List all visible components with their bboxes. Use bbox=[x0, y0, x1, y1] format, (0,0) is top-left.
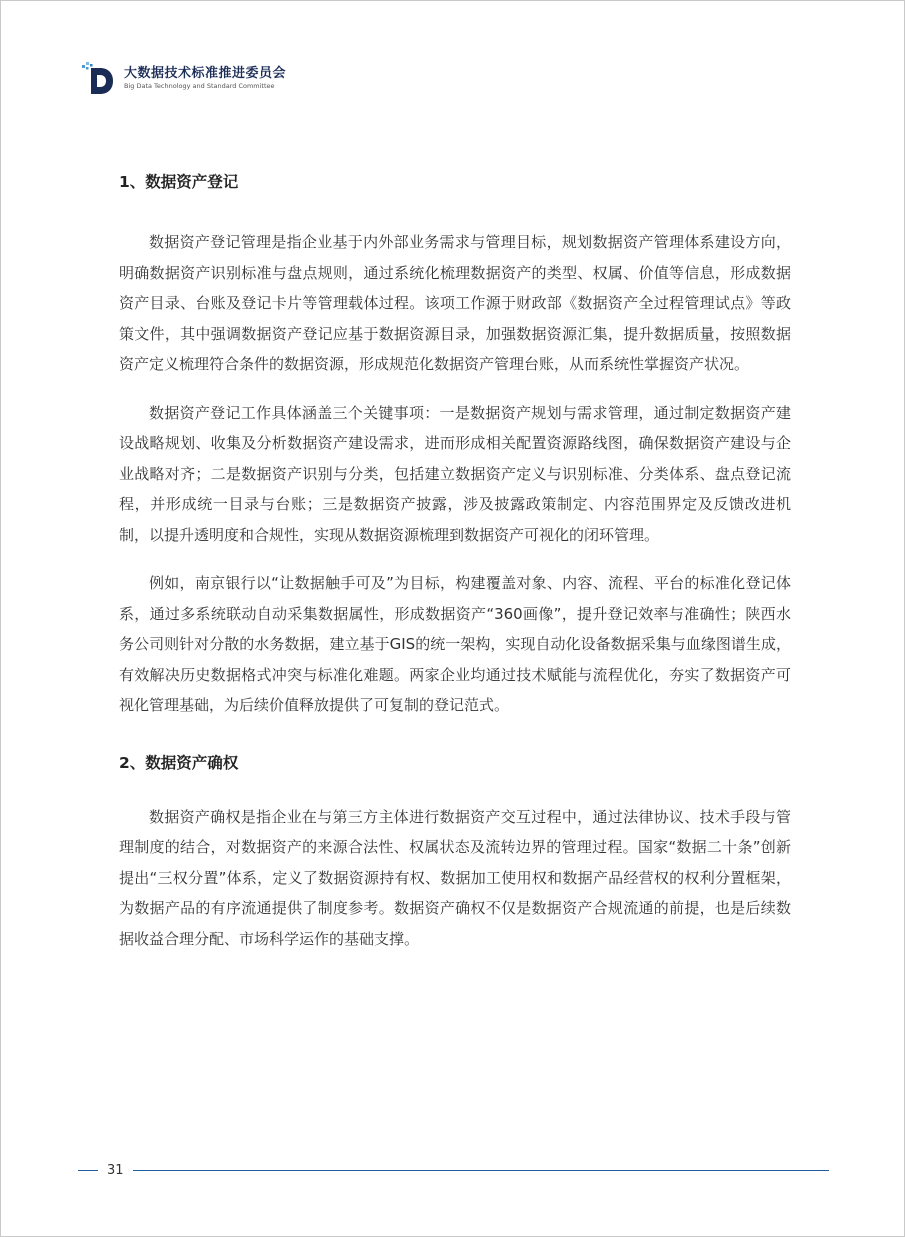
page-footer bbox=[78, 1159, 829, 1181]
organization-name bbox=[124, 66, 286, 91]
footer-rule-right bbox=[133, 1170, 829, 1171]
section-asset-rights bbox=[119, 751, 791, 955]
paragraph: 数据资产登记管理是指企业基于内外部业务需求与管理目标，规划数据资产管理体系建设方向，明确数据资产识别标准与盘点规则，通过系统化梳理数据资产的类型、权属、价值等信息，形成数据资产目录、台账及登记卡片等管理载体过程。该项工作源于财政部《数据资产全过程管理试点》等政策文件，其中强调数据资产登记应基于数据资源目录，加强数据资源汇集，提升数据质量，按照数据资产定义梳理符合条件的数据资源，形成规范化数据资产管理台账，从而系统性掌握资产状况。 bbox=[119, 233, 791, 373]
page-header bbox=[80, 60, 286, 96]
section-asset-registration bbox=[119, 170, 791, 721]
section-title: 1、数据资产登记 bbox=[119, 173, 239, 191]
paragraph: 数据资产确权是指企业在与第三方主体进行数据资产交互过程中，通过法律协议、技术手段与管理制度的结合，对数据资产的来源合法性、权属状态及流转边界的管理过程。国家“数据二十条”创新提出“三权分置”体系，定义了数据资源持有权、数据加工使用权和数据产品经营权的权利分置框架，为数据产品的有序流通提供了制度参考。数据资产确权不仅是数据资产合规流通的前提，也是后续数据收益合理分配、市场科学运作的基础支撑。 bbox=[119, 807, 791, 948]
ccsa-tc601-logo-icon bbox=[80, 60, 116, 96]
org-name-en: Big Data Technology and Standard Committee bbox=[124, 81, 275, 90]
main-content bbox=[119, 170, 791, 954]
footer-rule-left bbox=[78, 1170, 98, 1171]
section-title: 2、数据资产确权 bbox=[119, 753, 239, 772]
paragraph: 例如，南京银行以“让数据触手可及”为目标，构建覆盖对象、内容、流程、平台的标准化登记体系，通过多系统联动自动采集数据属性，形成数据资产“360画像”，提升登记效率与准确性；陕西水务公司则针对分散的水务数据，建立基于GIS的统一架构，实现自动化设备数据采集与血缘图谱生成，有效解决历史数据格式冲突与标准化难题。两家企业均通过技术赋能与流程优化，夯实了数据资产可视化管理基础，为后续价值释放提供了可复制的登记范式。 bbox=[119, 574, 791, 714]
org-name-cn: 大数据技术标准推进委员会 bbox=[124, 65, 287, 81]
page-number: 31 bbox=[107, 1162, 124, 1178]
paragraph: 数据资产登记工作具体涵盖三个关键事项：一是数据资产规划与需求管理，通过制定数据资产建设战略规划、收集及分析数据资产建设需求，进而形成相关配置资源路线图，确保数据资产建设与企业战略对齐；二是数据资产识别与分类，包括建立数据资产定义与识别标准、分类体系、盘点登记流程，并形成统一目录与台账；三是数据资产披露，涉及披露政策制定、内容范围界定及反馈改进机制，以提升透明度和合规性，实现从数据资源梳理到数据资产可视化的闭环管理。 bbox=[119, 403, 791, 544]
